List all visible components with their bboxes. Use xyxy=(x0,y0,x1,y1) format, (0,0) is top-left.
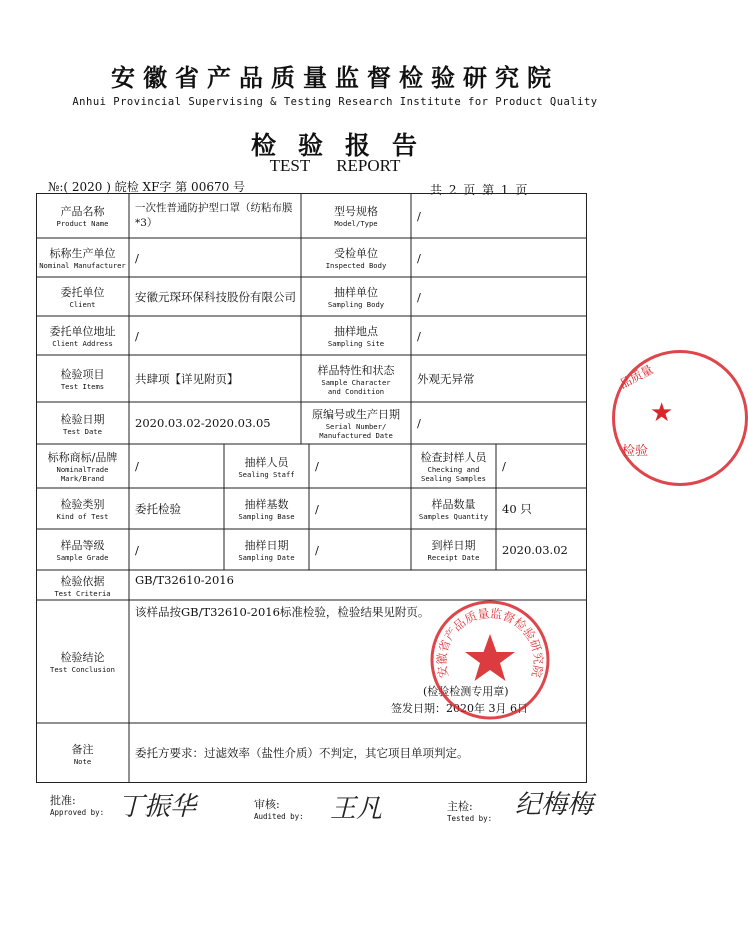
edge-seal-star-icon: ★ xyxy=(650,398,674,428)
sealing-staff-label-en: Sealing Staff xyxy=(238,469,295,479)
inspected-body-label-en: Inspected Body xyxy=(325,261,387,270)
client-address-label-en: Client Address xyxy=(52,339,113,348)
trademark-label-cn: 标称商标/品牌 xyxy=(47,451,118,464)
checking-sealing-label-en2: Sealing Samples xyxy=(421,474,486,483)
sealing-staff-label xyxy=(224,444,309,488)
sampling-base-label xyxy=(224,488,309,529)
product-name-label-en: Product Name xyxy=(56,219,109,228)
manufacturer-label xyxy=(36,238,129,277)
test-items-label-cn: 检验项目 xyxy=(60,368,105,381)
approved-signature: 丁振华 xyxy=(118,792,197,822)
sample-character-label-en1: Sample Character xyxy=(321,377,391,387)
checking-sealing-label xyxy=(411,444,496,488)
sealing-staff-label-cn: 抽样人员 xyxy=(244,455,289,469)
trademark-value: / xyxy=(135,459,139,473)
sampling-body-label-en: Sampling Body xyxy=(327,300,385,309)
sampling-date-label-en: Sampling Date xyxy=(238,553,295,562)
tested-label-en: Tested by: xyxy=(447,814,493,823)
sample-character-label-en2: and Condition xyxy=(327,386,385,396)
approved-by xyxy=(50,792,104,817)
report-number: №:( 2020 ) 皖检 XF字 第 00670 号 xyxy=(48,180,246,194)
receipt-date-label xyxy=(411,529,496,570)
trademark-label-en2: Mark/Brand xyxy=(60,474,105,483)
sampling-body-value: / xyxy=(417,289,421,304)
product-name-label-cn: 产品名称 xyxy=(60,205,105,218)
sampling-base-value: / xyxy=(315,501,319,516)
sampling-site-label-cn: 抽样地点 xyxy=(334,325,378,338)
checking-sealing-label-cn: 检查封样人员 xyxy=(420,451,487,464)
test-items-label-en: Test Items xyxy=(60,382,105,391)
sample-quantity-label xyxy=(411,488,496,529)
sealing-staff-value: / xyxy=(315,459,319,473)
sampling-body-label xyxy=(301,277,411,316)
approved-label-cn: 批准: xyxy=(50,794,76,807)
sample-grade-label xyxy=(36,529,129,570)
note-label-en: Note xyxy=(73,756,92,766)
sampling-date-label xyxy=(224,529,309,570)
manufacturer-label-en: Nominal Manufacturer xyxy=(39,261,126,270)
test-criteria-label xyxy=(36,570,129,600)
audited-label-en: Audited by: xyxy=(254,812,304,821)
sampling-date-value: / xyxy=(315,542,319,557)
checking-sealing-value: / xyxy=(502,459,506,473)
inspected-body-label-cn: 受检单位 xyxy=(334,247,378,260)
sample-character-label-cn: 样品特性和状态 xyxy=(317,363,395,377)
tested-signature: 纪梅梅 xyxy=(515,790,594,820)
report-title-cn: 检验报告 xyxy=(250,131,439,160)
test-date-value: 2020.03.02-2020.03.05 xyxy=(135,416,271,430)
institute-title-cn: 安徽省产品质量监督检验研究院 xyxy=(111,63,559,92)
manufacturer-label-cn: 标称生产单位 xyxy=(49,247,116,260)
seal-star-icon xyxy=(465,634,515,681)
audited-by xyxy=(254,796,304,821)
test-criteria-value: GB/T32610-2016 xyxy=(135,573,234,587)
note-value: 委托方要求：过滤效率（盐性介质）不判定，其它项目单项判定。 xyxy=(135,746,469,760)
conclusion-label-en: Test Conclusion xyxy=(50,665,115,674)
sampling-site-label xyxy=(301,316,411,355)
sampling-site-label-en: Sampling Site xyxy=(327,339,385,348)
audited-signature: 王凡 xyxy=(330,794,383,824)
sampling-date-label-cn: 抽样日期 xyxy=(244,539,289,552)
issue-date: 签发日期：2020年 3月 6日 xyxy=(391,702,528,715)
sample-character-label xyxy=(301,355,411,402)
receipt-date-value: 2020.03.02 xyxy=(502,542,568,557)
sample-grade-label-cn: 样品等级 xyxy=(60,539,105,552)
model-label-cn: 型号规格 xyxy=(334,205,378,218)
inspected-body-value: / xyxy=(417,250,421,265)
conclusion-label xyxy=(36,600,129,723)
sampling-site-value: / xyxy=(417,328,421,343)
seal-text: 安徽省产品质量监督检验研究院 xyxy=(434,606,546,680)
client-address-value: / xyxy=(135,328,139,343)
sampling-base-label-cn: 抽样基数 xyxy=(244,498,289,511)
client-label-cn: 委托单位 xyxy=(60,286,105,299)
official-seal xyxy=(428,598,552,722)
test-date-label xyxy=(36,402,129,444)
test-criteria-label-cn: 检验依据 xyxy=(60,574,105,588)
inspected-body-label xyxy=(301,238,411,277)
client-address-label xyxy=(36,316,129,355)
model-label-en: Model/Type xyxy=(334,219,378,228)
checking-sealing-label-en1: Checking and xyxy=(427,465,480,474)
sample-character-value: 外观无异常 xyxy=(417,371,475,386)
serial-number-label-en1: Serial Number/ xyxy=(325,422,387,431)
serial-number-label xyxy=(301,402,411,444)
sampling-body-label-cn: 抽样单位 xyxy=(334,286,378,299)
audited-label-cn: 审核: xyxy=(254,798,280,811)
serial-number-label-en2: Manufactured Date xyxy=(319,431,393,440)
test-criteria-label-en: Test Criteria xyxy=(54,588,111,598)
approved-label-en: Approved by: xyxy=(50,808,105,817)
report-title-en: TEST REPORT xyxy=(269,156,401,175)
test-items-label xyxy=(36,355,129,402)
kind-of-test-value: 委托检验 xyxy=(135,501,181,516)
model-label xyxy=(301,193,411,238)
page-count: 共 2 页 第 1 页 xyxy=(430,183,528,197)
institute-title-en: Anhui Provincial Supervising & Testing Research Institute for Product Quality xyxy=(72,96,598,108)
conclusion-text: 该样品按GB/T32610-2016标准检验，检验结果见附页。 xyxy=(135,605,430,619)
sample-grade-value: / xyxy=(135,542,139,557)
test-date-label-en: Test Date xyxy=(63,426,102,436)
client-address-label-cn: 委托单位地址 xyxy=(49,325,116,338)
kind-of-test-label xyxy=(36,488,129,529)
note-label xyxy=(36,723,129,783)
tested-label-cn: 主检: xyxy=(447,800,473,813)
product-name-value: 一次性普通防护型口罩（纺粘布膜*3） xyxy=(135,201,293,229)
client-value: 安徽元琛环保科技股份有限公司 xyxy=(135,289,296,304)
sample-grade-label-en: Sample Grade xyxy=(56,553,109,562)
tested-by xyxy=(447,798,492,823)
product-name-label xyxy=(36,193,129,238)
client-label xyxy=(36,277,129,316)
model-value: / xyxy=(417,208,421,223)
manufacturer-value: / xyxy=(135,250,139,265)
note-label-cn: 备注 xyxy=(71,742,94,756)
edge-seal-text-top: 品质量 xyxy=(617,362,656,392)
sample-quantity-label-cn: 样品数量 xyxy=(431,498,476,511)
sample-quantity-label-en: Samples Quantity xyxy=(418,512,489,521)
test-date-label-cn: 检验日期 xyxy=(60,412,105,426)
serial-number-label-cn: 原编号或生产日期 xyxy=(312,408,400,421)
client-label-en: Client xyxy=(69,300,96,309)
receipt-date-label-en: Receipt Date xyxy=(427,553,480,562)
kind-of-test-label-en: Kind of Test xyxy=(56,512,109,521)
trademark-label-en1: NominalTrade xyxy=(56,465,109,474)
edge-seal-text-bottom: 检验 xyxy=(622,444,649,459)
kind-of-test-label-cn: 检验类别 xyxy=(60,498,105,511)
test-items-value: 共肆项【详见附页】 xyxy=(135,371,239,386)
stamp-note: (检验检测专用章) xyxy=(423,685,509,698)
sampling-base-label-en: Sampling Base xyxy=(238,512,295,521)
sample-quantity-value: 40 只 xyxy=(502,501,532,516)
serial-number-value: / xyxy=(417,416,421,430)
trademark-label xyxy=(36,444,129,488)
receipt-date-label-cn: 到样日期 xyxy=(431,539,476,552)
conclusion-label-cn: 检验结论 xyxy=(60,651,105,664)
